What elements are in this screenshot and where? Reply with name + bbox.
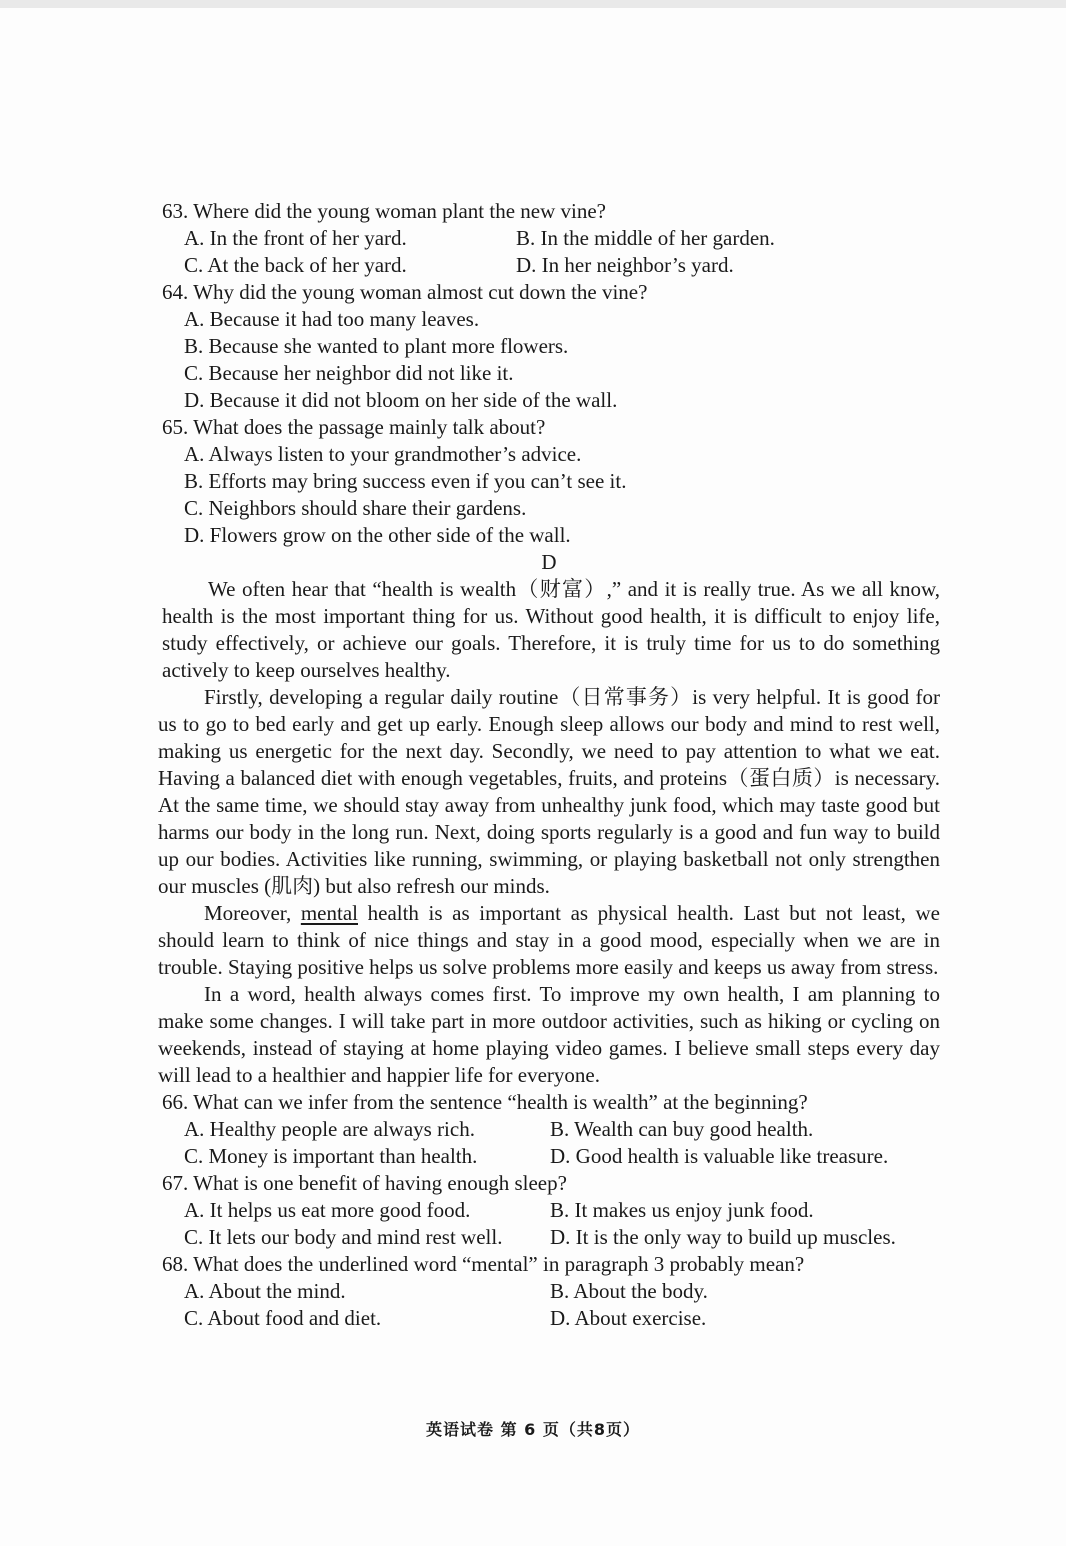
passage-heading: D	[541, 550, 557, 574]
question-66-option-b: B. Wealth can buy good health.	[550, 1117, 814, 1141]
question-64-option-c: C. Because her neighbor did not like it.	[184, 361, 514, 385]
question-65-option-c: C. Neighbors should share their gardens.	[184, 496, 527, 520]
question-66-option-c: C. Money is important than health.	[184, 1144, 478, 1168]
question-66-option-a: A. Healthy people are always rich.	[184, 1117, 475, 1141]
passage-paragraph-2: Firstly, developing a regular daily routine（日常事务）is very helpful. It is good for us to go to bed early and get up early. Enough sleep allows our body and mind to rest well, making us energetic for the next day. Secondly, we need to pay attention to what we eat. Having a balanced diet with enough vegetables, fruits, and proteins（蛋白质）is necessary. At the same time, we should stay away from unhealthy junk food, which may taste good but harms our body in the long run. Next, doing sports regularly is a good and fun way to build up our bodies. Activities like running, swimming, or playing basketball not only strengthen our muscles (肌肉) but also refresh our minds.	[158, 685, 940, 898]
question-63-option-b: B. In the middle of her garden.	[516, 226, 775, 250]
question-64: 64. Why did the young woman almost cut down the vine?	[162, 280, 648, 304]
question-65-option-a: A. Always listen to your grandmother’s advice.	[184, 442, 582, 466]
question-63-options-row-2	[158, 252, 940, 279]
question-65-option-b: B. Efforts may bring success even if you can’t see it.	[184, 469, 627, 493]
question-67-option-a: A. It helps us eat more good food.	[184, 1198, 471, 1222]
question-65: 65. What does the passage mainly talk about?	[162, 415, 546, 439]
question-67-option-b: B. It makes us enjoy junk food.	[550, 1198, 814, 1222]
question-67-options-row-1	[158, 1197, 940, 1224]
question-68-options-row-1	[158, 1278, 940, 1305]
paragraph-3-intro: Moreover,	[204, 901, 301, 925]
question-66: 66. What can we infer from the sentence “health is wealth” at the beginning?	[162, 1090, 808, 1114]
question-67-option-c: C. It lets our body and mind rest well.	[184, 1225, 503, 1249]
question-63-option-d: D. In her neighbor’s yard.	[516, 253, 734, 277]
question-64-option-b: B. Because she wanted to plant more flowers.	[184, 334, 569, 358]
exam-page-content	[158, 198, 940, 1332]
question-68-option-c: C. About food and diet.	[184, 1306, 382, 1330]
question-67-options-row-2	[158, 1224, 940, 1251]
question-65-option-d: D. Flowers grow on the other side of the wall.	[184, 523, 571, 547]
question-64-option-d: D. Because it did not bloom on her side of the wall.	[184, 388, 618, 412]
question-68-options-row-2	[158, 1305, 940, 1332]
question-63-options-row-1	[158, 225, 940, 252]
question-63-option-a: A. In the front of her yard.	[184, 226, 407, 250]
question-68-option-a: A. About the mind.	[184, 1279, 346, 1303]
question-66-option-d: D. Good health is valuable like treasure.	[550, 1144, 889, 1168]
scan-top-edge	[0, 0, 1066, 8]
question-67-option-d: D. It is the only way to build up muscles.	[550, 1225, 896, 1249]
passage-paragraph-1: We often hear that “health is wealth（财富）,” and it is really true. As we all know, health is the most important thing for us. Without good health, it is difficult to enjoy life, study effectively, or achieve our goals. Therefore, it is truly time for us to do something actively to keep ourselves healthy.	[162, 577, 940, 682]
question-66-options-row-1	[158, 1116, 940, 1143]
question-64-option-a: A. Because it had too many leaves.	[184, 307, 480, 331]
question-68-option-b: B. About the body.	[550, 1279, 708, 1303]
question-68-option-d: D. About exercise.	[550, 1306, 707, 1330]
passage-paragraph-3	[158, 900, 940, 981]
question-66-options-row-2	[158, 1143, 940, 1170]
question-63-option-c: C. At the back of her yard.	[184, 253, 407, 277]
passage-paragraph-4: In a word, health always comes first. To improve my own health, I am planning to make some changes. I will take part in more outdoor activities, such as hiking or cycling on weekends, instead of staying at home playing video games. I believe small steps every day will lead to a healthier and happier life for everyone.	[158, 982, 940, 1087]
question-63: 63. Where did the young woman plant the new vine?	[162, 199, 606, 223]
question-68: 68. What does the underlined word “mental” in paragraph 3 probably mean?	[162, 1252, 805, 1276]
paragraph-3-body: health is as important as physical health. Last but not least, we should learn to think of nice things and stay in a good mood, especially when we are in trouble. Staying positive helps us solve problems more easily and keeps us away from stress.	[158, 901, 940, 979]
page-footer: 英语试卷 第 6 页（共8页）	[426, 1420, 640, 1439]
underlined-word-mental: mental	[300, 901, 358, 925]
question-67: 67. What is one benefit of having enough sleep?	[162, 1171, 567, 1195]
